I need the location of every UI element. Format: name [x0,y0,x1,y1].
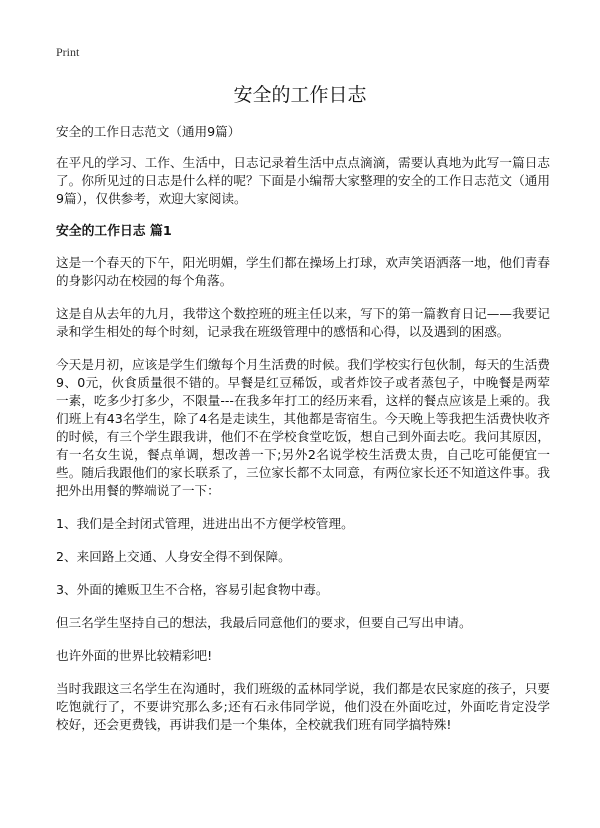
document-body [56,123,550,749]
list-item: 2、来回路上交通、人身安全得不到保障。 [56,549,291,564]
intro-paragraph: 在平凡的学习、工作、生活中，日志记录着生活中点点滴滴，需要认真地为此写一篇日志了。你所见过的日志是什么样的呢？下面是小编帮大家整理的安全的工作日志范文（通用9篇），仅供参考，欢迎大家阅读。 [56,155,550,206]
list-item: 3、外面的摊贩卫生不合格，容易引起食物中毒。 [56,582,329,597]
document-subtitle: 安全的工作日志范文（通用9篇） [56,124,241,139]
paragraph: 今天是月初，应该是学生们缴每个月生活费的时候。我们学校实行包伙制，每天的生活费9、0元，伙食质量很不错的。早餐是红豆稀饭，或者炸饺子或者蒸包子，中晚餐是两荤一素，吃多少打多少，不限量---在我多年打工的经历来看，这样的餐点应该是上乘的。我们班上有43名学生，除了4名是走读生，其他都是寄宿生。今天晚上等我把生活费快收齐的时候，有三个学生跟我讲，他们不在学校食堂吃饭，想自己到外面去吃。我问其原因，有一名女生说，餐点单调，想改善一下;另外2名说学校生活费太贵，自己吃可能便宜一些。随后我跟他们的家长联系了，三位家长都不太同意，有两位家长还不知道这件事。我把外出用餐的弊端说了一下： [56,357,550,498]
paragraph: 也许外面的世界比较精彩吧! [56,648,213,663]
section-heading: 安全的工作日志 篇1 [56,224,172,239]
print-link[interactable]: Print [56,45,80,59]
paragraph: 这是自从去年的九月，我带这个数控班的班主任以来，写下的第一篇教育日记——我要记录和学生相处的每个时刻，记录我在班级管理中的感悟和心得，以及遇到的困惑。 [56,306,550,339]
list-item: 1、我们是全封闭式管理，进进出出不方便学校管理。 [56,516,354,531]
paragraph: 当时我跟这三名学生在沟通时，我们班级的孟林同学说，我们都是农民家庭的孩子，只要吃饱就行了，不要讲究那么多;还有石永伟同学说，他们没在外面吃过，外面吃肯定没学校好，还会更费钱，再讲我们是一个集体，全校就我们班有同学搞特殊! [56,681,550,732]
document-title: 安全的工作日志 [233,84,367,106]
paragraph: 但三名学生坚持自己的想法，我最后同意他们的要求，但要自己写出申请。 [56,615,472,630]
paragraph: 这是一个春天的下午，阳光明媚，学生们都在操场上打球，欢声笑语洒落一地，他们青春的身影闪动在校园的每个角落。 [56,255,550,288]
